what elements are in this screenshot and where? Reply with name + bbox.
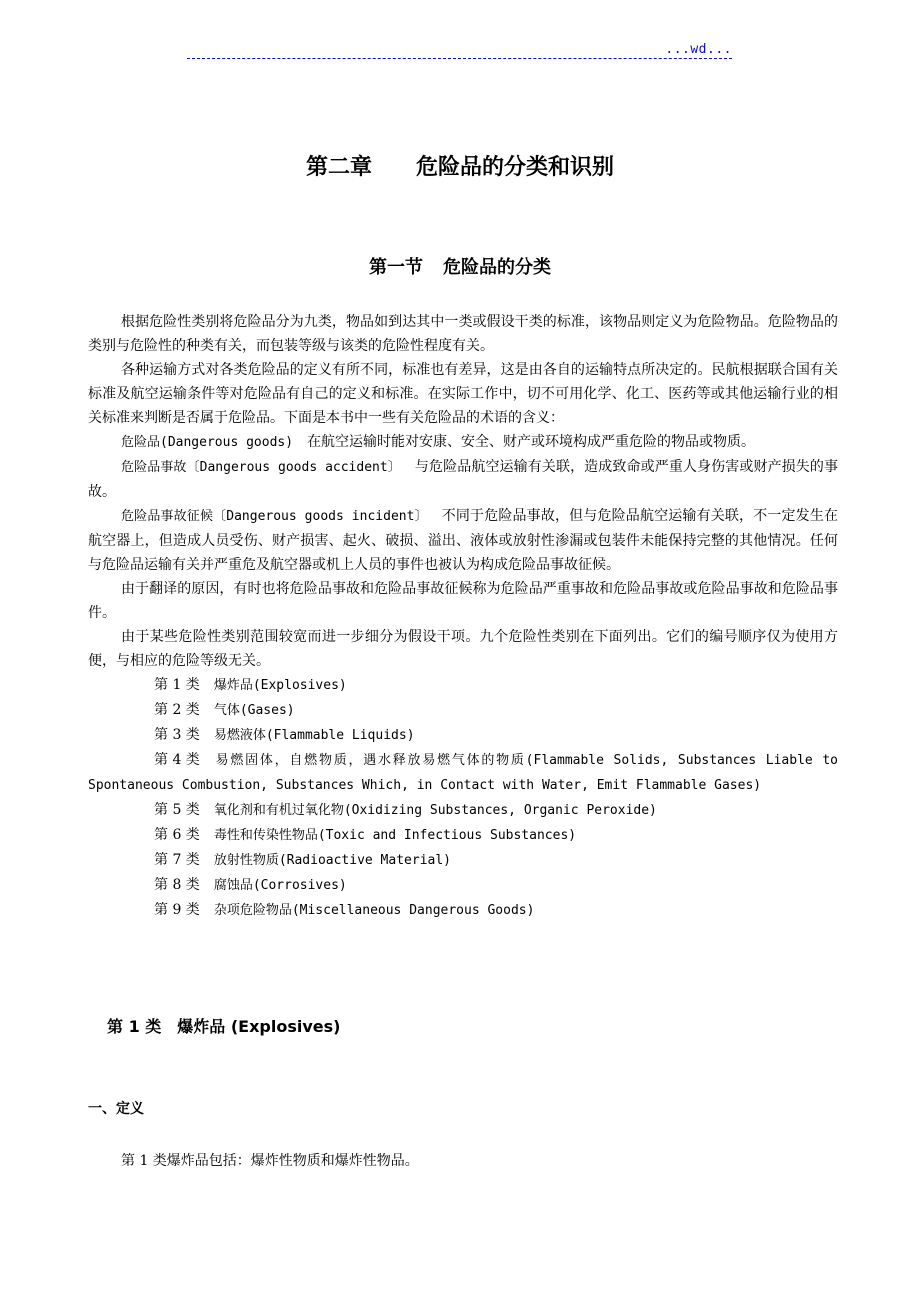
subsection-title xyxy=(107,1014,340,1037)
class-text: 杂项危险物品(Miscellaneous Dangerous Goods) xyxy=(213,903,535,918)
class-item xyxy=(88,898,838,923)
class-item xyxy=(88,798,838,823)
class-label: 第 4 类 xyxy=(154,752,200,768)
definition-text: 第 1 类爆炸品包括：爆炸性物质和爆炸性物品。 xyxy=(121,1153,419,1169)
class-item xyxy=(88,723,838,748)
class-label: 第 8 类 xyxy=(154,877,200,893)
class-item xyxy=(88,848,838,873)
class-text: 放射性物质(Radioactive Material) xyxy=(213,853,451,868)
class-text: 氧化剂和有机过氧化物(Oxidizing Substances, Organic Peroxide) xyxy=(213,803,657,818)
chapter-name: 危险品的分类和识别 xyxy=(416,155,615,180)
class-text: 气体(Gases) xyxy=(213,703,295,718)
class-item xyxy=(88,748,838,798)
section-name: 危险品的分类 xyxy=(443,257,551,278)
class-text: 爆炸品(Explosives) xyxy=(213,678,347,693)
class-label: 第 6 类 xyxy=(154,827,200,843)
paragraph-3 xyxy=(88,430,838,455)
term-dg-incident: 危险品事故征候〔Dangerous goods incident〕 xyxy=(121,509,428,524)
subsection-label: 第 1 类 xyxy=(107,1017,162,1036)
class-label: 第 7 类 xyxy=(154,852,200,868)
section-title xyxy=(0,253,920,279)
paragraph-7: 由于某些危险性类别范围较宽而进一步细分为假设干项。九个危险性类别在下面列出。它们的编号顺序仅为使用方便，与相应的危险等级无关。 xyxy=(88,629,838,669)
paragraph-6: 由于翻译的原因，有时也将危险品事故和危险品事故征候称为危险品严重事故和危险品事故或危险品事故和危险品事件。 xyxy=(88,581,838,621)
class-text: 毒性和传染性物品(Toxic and Infectious Substances) xyxy=(213,828,577,843)
class-label: 第 3 类 xyxy=(154,727,200,743)
class-text: 易燃液体(Flammable Liquids) xyxy=(213,728,415,743)
class-item xyxy=(88,823,838,848)
class-label: 第 2 类 xyxy=(154,702,200,718)
class-text: 腐蚀品(Corrosives) xyxy=(213,878,347,893)
term-dg-incident-def: 不同于危险品事故，但与危险品航空运输有关联，不一定发生在航空器上，但造成人员受伤、财产损害、起火、破损、溢出、液体或放射性渗漏或包装件未能保持完整的其他情况。任何与危险品运输有关并严重危及航空器或机上人员的事件也被认为构成危险品事故征候。 xyxy=(88,508,838,573)
class-label: 第 1 类 xyxy=(154,677,200,693)
chapter-label: 第二章 xyxy=(305,155,372,180)
class-label: 第 9 类 xyxy=(154,902,200,918)
definition-heading: 一、定义 xyxy=(88,1101,144,1117)
term-dg-accident-def: 与危险品航空运输有关联，造成致命或严重人身伤害或财产损失的事故。 xyxy=(88,459,838,500)
class-text: 易燃固体，自燃物质，遇水释放易燃气体的物质(Flammable Solids, Substances Liable to Spontaneous Combustion, Substances Which, in Contact with Water, Emit Flammable Gases) xyxy=(88,753,838,793)
body-text xyxy=(88,310,838,923)
paragraph-4 xyxy=(88,455,838,504)
section-label: 第一节 xyxy=(369,257,423,278)
subsection-name: 爆炸品 (Explosives) xyxy=(177,1017,341,1036)
paragraph-1: 根据危险性类别将危险品分为九类，物品如到达其中一类或假设干类的标准，该物品则定义为危险物品。危险物品的类别与危险性的种类有关，而包装等级与该类的危险性程度有关。 xyxy=(88,314,838,354)
class-label: 第 5 类 xyxy=(154,802,200,818)
class-item xyxy=(88,873,838,898)
paragraph-2: 各种运输方式对各类危险品的定义有所不同，标准也有差异，这是由各自的运输特点所决定的。民航根据联合国有关标准及航空运输条件等对危险品有自己的定义和标准。在实际工作中，切不可用化学、化工、医药等或其他运输行业的相关标准来判断是否属于危险品。下面是本书中一些有关危险品的术语的含义： xyxy=(88,362,838,426)
paragraph-5 xyxy=(88,504,838,577)
term-dangerous-goods: 危险品(Dangerous goods) xyxy=(121,435,294,450)
class-item xyxy=(88,698,838,723)
header-text: ...wd... xyxy=(665,42,732,57)
term-dangerous-goods-def: 在航空运输时能对安康、安全、财产或环境构成严重危险的物品或物质。 xyxy=(307,434,756,450)
chapter-title xyxy=(0,150,920,181)
header-rule xyxy=(187,58,732,59)
class-item xyxy=(88,673,838,698)
term-dg-accident: 危险品事故〔Dangerous goods accident〕 xyxy=(121,460,401,475)
